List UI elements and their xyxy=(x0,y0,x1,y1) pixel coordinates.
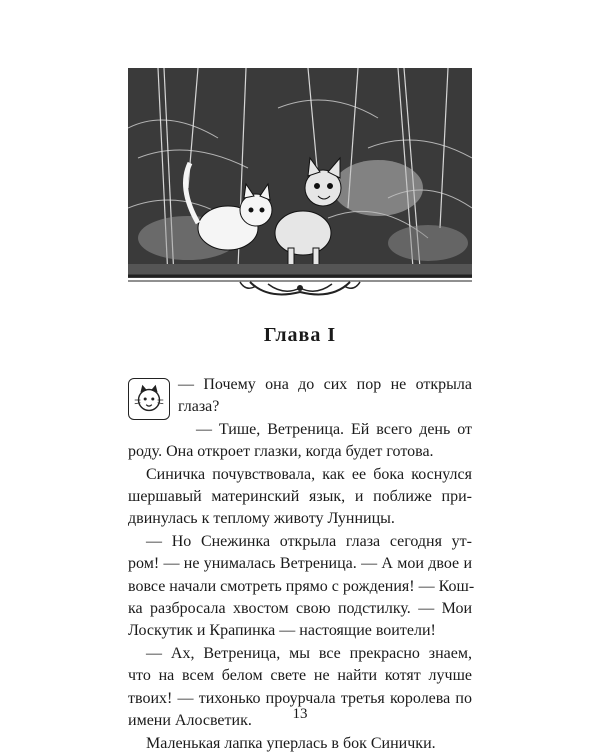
text-line: ка разбросала хвостом свою подстилку. — Мои xyxy=(128,600,472,618)
text-line: — Тише, Ветреница. Ей всего день от xyxy=(196,420,472,438)
paragraph-4 xyxy=(128,531,475,643)
ornamental-border xyxy=(128,270,472,300)
text-line: имени Алосветик. xyxy=(128,712,252,730)
paragraph-6 xyxy=(128,733,472,755)
text-line: глаза? xyxy=(178,398,220,416)
text-line: роду. Она откроет глазки, когда будет готова. xyxy=(128,443,434,461)
chapter-text xyxy=(128,374,475,755)
chapter-title: Глава I xyxy=(263,324,337,346)
text-line: твоих! — тихонько проурчала третья королева по xyxy=(128,689,472,707)
text-line: — Ах, Ветреница, мы все прекрасно знаем, xyxy=(146,644,472,662)
paragraph-2 xyxy=(128,419,472,464)
paragraph-1 xyxy=(128,374,472,419)
dropcap-cat-icon xyxy=(128,378,170,420)
text-line: двинулась к теплому животу Лунницы. xyxy=(128,510,395,528)
text-line: — Но Снежинка открыла глаза сегодня ут- xyxy=(146,532,472,550)
text-line: Маленькая лапка уперлась в бок Синички. xyxy=(146,734,436,752)
text-line: Синичка почувствовала, как ее бока коснулся xyxy=(146,465,472,483)
text-line: шершавый материнский язык, и поближе при- xyxy=(128,488,472,506)
forest-kittens-drawing xyxy=(128,68,472,278)
page-number: 13 xyxy=(292,706,308,722)
text-line: что на всем белом свете не найти котят лучше xyxy=(128,667,472,685)
text-line: — Почему она до сих пор не открыла xyxy=(178,376,472,393)
paragraph-3 xyxy=(128,464,472,531)
text-line: ром! — не унималась Ветреница. — А мои двое и xyxy=(128,555,472,573)
text-line: вовсе начали смотреть прямо с рождения! — Кош- xyxy=(128,577,475,595)
text-line: Лоскутик и Крапинка — настоящие воители! xyxy=(128,622,436,640)
chapter-illustration xyxy=(128,68,472,278)
